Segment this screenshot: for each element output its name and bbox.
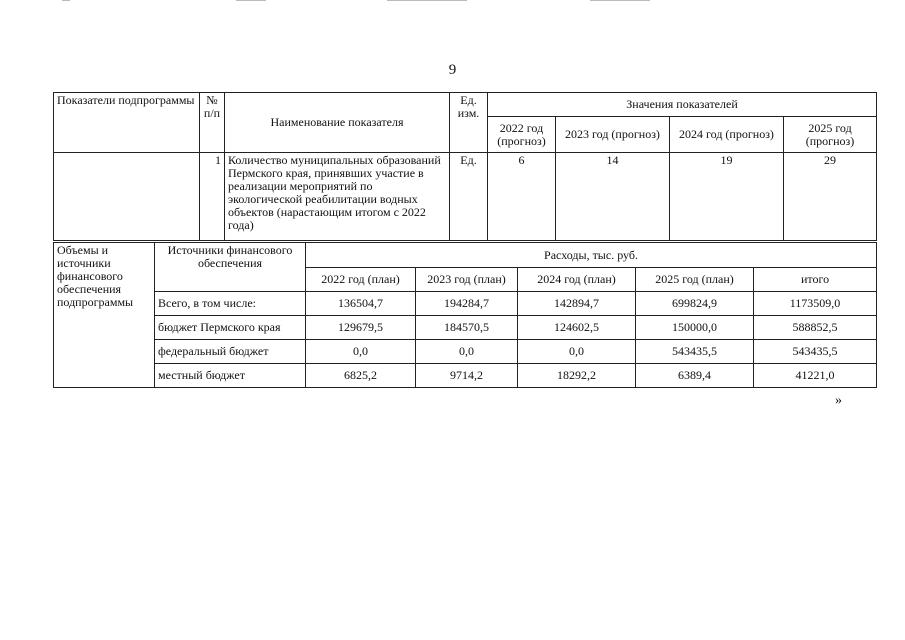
- plan-2022: 2022 год (план): [306, 268, 416, 292]
- row-federal-label: федеральный бюджет: [155, 340, 306, 364]
- row-regional-label: бюджет Пермского края: [155, 316, 306, 340]
- plan-2023: 2023 год (план): [416, 268, 518, 292]
- table-cell: 0,0: [306, 340, 416, 364]
- plan-2025: 2025 год (план): [636, 268, 754, 292]
- value-2022: 6: [488, 153, 556, 241]
- table-cell: 588852,5: [754, 316, 877, 340]
- header-volumes: Объемы и источники финансового обеспечения подпрограммы: [54, 243, 155, 388]
- header-unit: Ед. изм.: [450, 93, 488, 153]
- year-2025-forecast: 2025 год (прогноз): [784, 117, 877, 153]
- header-expenses: Расходы, тыс. руб.: [306, 243, 877, 268]
- plan-total: итого: [754, 268, 877, 292]
- table-cell: 124602,5: [518, 316, 636, 340]
- value-2023: 14: [556, 153, 670, 241]
- table-cell: 6389,4: [636, 364, 754, 388]
- header-name: Наименование показателя: [225, 93, 450, 153]
- plan-2024: 2024 год (план): [518, 268, 636, 292]
- table-cell: 184570,5: [416, 316, 518, 340]
- table-cell: 1173509,0: [754, 292, 877, 316]
- indicator-name: Количество муниципальных образований Пермского края, принявших участие в реализации мероприятий по экологической реабилитации водных объектов (нарастающим итогом с 2022 года): [225, 153, 450, 241]
- financing-table: [53, 242, 877, 388]
- table-cell: 136504,7: [306, 292, 416, 316]
- indicator-unit: Ед.: [450, 153, 488, 241]
- row-local-label: местный бюджет: [155, 364, 306, 388]
- table-cell: 699824,9: [636, 292, 754, 316]
- table-cell: 0,0: [518, 340, 636, 364]
- header-values: Значения показателей: [488, 93, 877, 117]
- header-indicators: Показатели подпрограммы: [54, 93, 200, 153]
- row-num: 1: [200, 153, 225, 241]
- page-number: 9: [448, 62, 457, 78]
- table-cell: 142894,7: [518, 292, 636, 316]
- table-cell: 150000,0: [636, 316, 754, 340]
- header-num: № п/п: [200, 93, 225, 153]
- closing-quote-mark: »: [835, 393, 842, 408]
- table-cell: 6825,2: [306, 364, 416, 388]
- table-cell: 18292,2: [518, 364, 636, 388]
- indicators-table: [53, 92, 877, 241]
- table-cell: 129679,5: [306, 316, 416, 340]
- table-cell: 41221,0: [754, 364, 877, 388]
- header-sources: Источники финансового обеспечения: [155, 243, 306, 292]
- row-total-label: Всего, в том числе:: [155, 292, 306, 316]
- table-cell: 543435,5: [636, 340, 754, 364]
- table-cell: 543435,5: [754, 340, 877, 364]
- table-cell: 0,0: [416, 340, 518, 364]
- year-2022-forecast: 2022 год (прогноз): [488, 117, 556, 153]
- value-2024: 19: [670, 153, 784, 241]
- empty-indicator-cell: [54, 153, 200, 241]
- value-2025: 29: [784, 153, 877, 241]
- table-cell: 194284,7: [416, 292, 518, 316]
- year-2024-forecast: 2024 год (прогноз): [670, 117, 784, 153]
- table-cell: 9714,2: [416, 364, 518, 388]
- year-2023-forecast: 2023 год (прогноз): [556, 117, 670, 153]
